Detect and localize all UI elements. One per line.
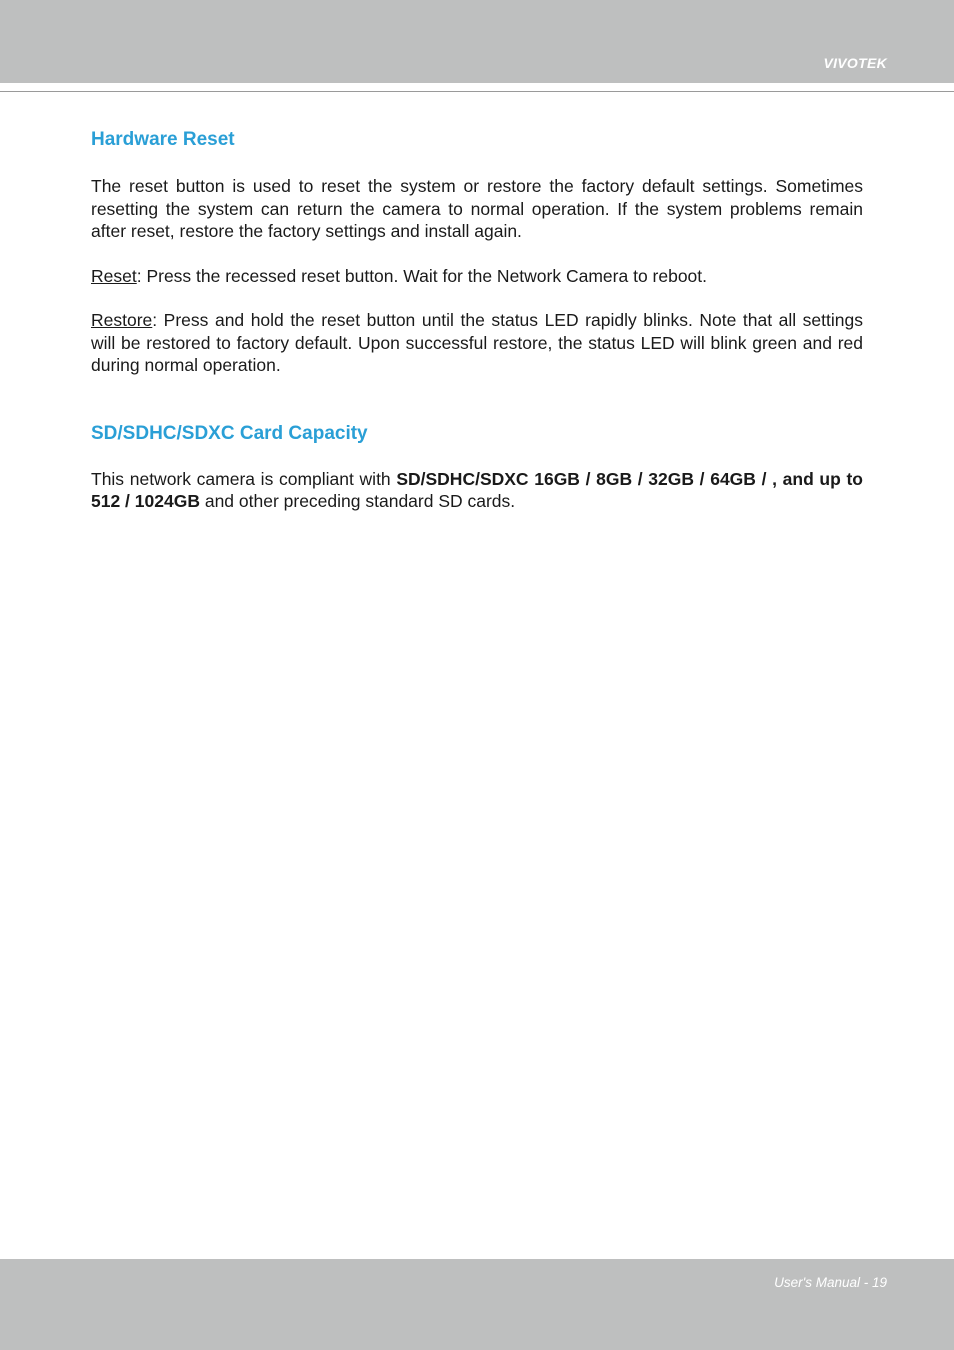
reset-instruction <box>91 265 863 288</box>
page-content <box>91 128 863 513</box>
hardware-reset-intro: The reset button is used to reset the system or restore the factory default settings. Sometimes resetting the system can return the camera to normal operation. If the system problems remain after reset, restore the factory settings and install again. <box>91 176 863 241</box>
reset-description: : Press the recessed reset button. Wait for the Network Camera to reboot. <box>136 265 708 286</box>
sd-text-after: and other preceding standard SD cards. <box>199 491 516 511</box>
sd-text-before: This network camera is compliant with <box>91 468 397 489</box>
restore-instruction <box>91 309 863 377</box>
footer-band <box>0 1259 954 1350</box>
header-band <box>0 0 954 83</box>
sd-capacity-bold: SD/SDHC/SDXC 16GB / 8GB / 32GB / 64GB / , and up to 512 / 1024GB <box>91 468 863 511</box>
sd-card-capacity-text <box>91 468 863 513</box>
brand-logo-text: VIVOTEK <box>823 55 887 71</box>
reset-term: Reset <box>91 265 137 286</box>
header-divider <box>0 91 954 92</box>
restore-term: Restore <box>91 310 153 330</box>
section-title-hardware-reset: Hardware Reset <box>91 129 235 150</box>
restore-description: : Press and hold the reset button until the status LED rapidly blinks. Note that all settings will be restored to factory default. Upon successful restore, the status LED will blink green and red during normal operation. <box>91 310 863 375</box>
page-number-label: User's Manual - 19 <box>774 1275 887 1290</box>
section-title-sd-card-capacity: SD/SDHC/SDXC Card Capacity <box>91 422 368 444</box>
